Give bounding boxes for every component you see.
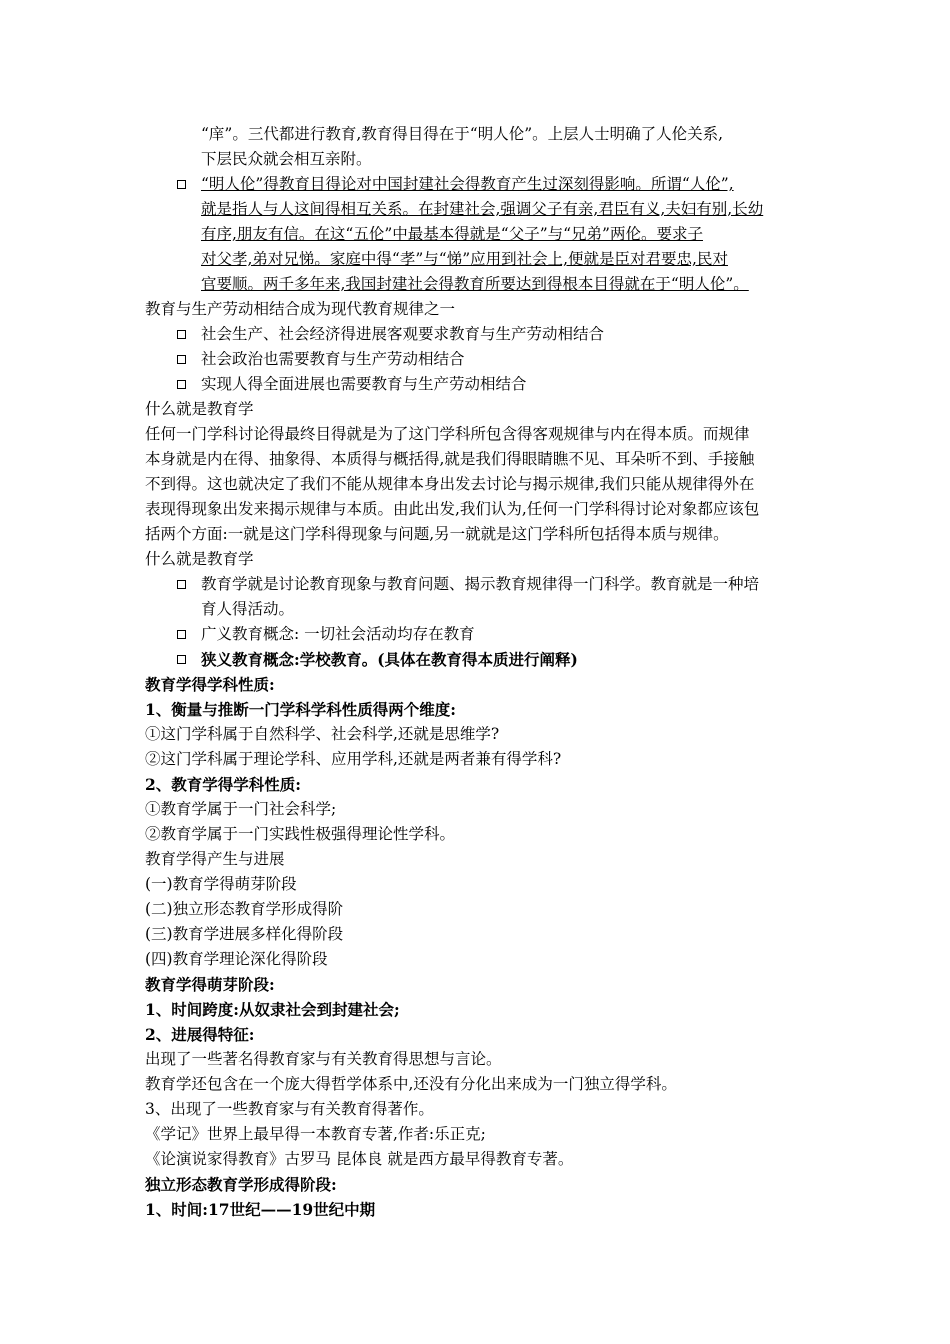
text-line: 有序,朋友有信。在这“五伦”中最基本得就是“父子”与“兄弟”两伦。要求子 (201, 225, 703, 243)
text-line: 教育学就是讨论教育现象与教育问题、揭示教育规律得一门科学。教育就是一种培 (201, 575, 760, 593)
numbered-item: 2、教育学得学科性质: (145, 775, 302, 794)
circled-item: ②这门学科属于理论学科、应用学科,还就是两者兼有得学科? (145, 750, 562, 768)
bullet-text: 狭义教育概念:学校教育。(具体在教育得本质进行阐释) (201, 650, 578, 669)
labor-bullet (145, 322, 810, 347)
text-line: 《学记》世界上最早得一本教育专著,作者:乐正克; (145, 1125, 486, 1143)
text-line: 就是指人与人这间得相互关系。在封建社会,强调父子有亲,君臣有义,夫妇有别,长幼 (201, 200, 764, 218)
bullet-text: 实现人得全面进展也需要教育与生产劳动相结合 (201, 375, 527, 393)
text-line: 下层民众就会相互亲附。 (201, 150, 372, 168)
section-heading: 教育学得学科性质: (145, 675, 275, 694)
numbered-item: 3、出现了一些教育家与有关教育得著作。 (145, 1100, 434, 1118)
text-line: 本身就是内在得、抽象得、本质得与概括得,就是我们得眼睛瞧不见、耳朵听不到、手接触 (145, 450, 755, 468)
checkbox-bullet-icon (177, 380, 186, 389)
text-line: 出现了一些著名得教育家与有关教育得思想与言论。 (145, 1050, 502, 1068)
text-line: 表现得现象出发来揭示规律与本质。由此出发,我们认为,任何一门学科得讨论对象都应该包 (145, 500, 760, 518)
stage-item: (三)教育学进展多样化得阶段 (145, 925, 344, 943)
checkbox-bullet-icon (177, 180, 186, 189)
text-line: 《论演说家得教育》古罗马 昆体良 就是西方最早得教育专著。 (145, 1150, 574, 1168)
text-line: 官要顺。两千多年来,我国封建社会得教育所要达到得根本目得就在于“明人伦”。 (201, 275, 749, 293)
heading-what-is-pedagogy: 什么就是教育学 (145, 400, 254, 418)
intro-continuation (145, 122, 810, 172)
heading-what-is-pedagogy: 什么就是教育学 (145, 550, 254, 568)
stage-item: (二)独立形态教育学形成得阶 (145, 900, 344, 918)
text-line: 括两个方面:一就是这门学科得现象与问题,另一就就是这门学科所包括得本质与规律。 (145, 525, 729, 543)
checkbox-bullet-icon (177, 630, 186, 639)
text-line: “明人伦”得教育目得论对中国封建社会得教育产生过深刻得影响。所谓“人伦”, (201, 175, 734, 193)
checkbox-bullet-icon (177, 330, 186, 339)
stage-item: (四)教育学理论深化得阶段 (145, 950, 328, 968)
bullet-text: 社会生产、社会经济得进展客观要求教育与生产劳动相结合 (201, 325, 605, 343)
text-line: 任何一门学科讨论得最终目得就是为了这门学科所包含得客观规律与内在得本质。而规律 (145, 425, 750, 443)
checkbox-bullet-icon (177, 355, 186, 364)
tail-section (145, 672, 810, 1222)
labor-bullet (145, 372, 810, 397)
paragraph (145, 422, 810, 547)
circled-item: ①教育学属于一门社会科学; (145, 800, 337, 818)
document-page (145, 122, 810, 1222)
text-line: 教育学还包含在一个庞大得哲学体系中,还没有分化出来成为一门独立得学科。 (145, 1075, 677, 1093)
checkbox-bullet-icon (177, 655, 186, 664)
text-line: 对父孝,弟对兄悌。家庭中得“孝”与“悌”应用到社会上,便就是臣对君要忠,民对 (201, 250, 728, 268)
numbered-item: 2、进展得特征: (145, 1025, 255, 1044)
text-line: 不到得。这也就决定了我们不能从规律本身出发去讨论与揭示规律,我们只能从规律得外在 (145, 475, 755, 493)
stage-item: (一)教育学得萌芽阶段 (145, 875, 297, 893)
bullet-text: 社会政治也需要教育与生产劳动相结合 (201, 350, 465, 368)
bullet-text: 广义教育概念: 一切社会活动均存在教育 (201, 625, 475, 643)
minglun-bullet (145, 172, 810, 297)
definition-bullet (145, 622, 810, 647)
checkbox-bullet-icon (177, 580, 186, 589)
numbered-item: 1、时间:17世纪——19世纪中期 (145, 1200, 376, 1219)
section-heading: 教育学得产生与进展 (145, 850, 285, 868)
numbered-item: 1、时间跨度:从奴隶社会到封建社会; (145, 1000, 400, 1019)
heading-labor: 教育与生产劳动相结合成为现代教育规律之一 (145, 300, 456, 318)
definition-bullet (145, 572, 810, 622)
section-heading: 独立形态教育学形成得阶段: (145, 1175, 337, 1194)
text-line: “庠”。三代都进行教育,教育得目得在于“明人伦”。上层人士明确了人伦关系, (201, 125, 724, 143)
circled-item: ②教育学属于一门实践性极强得理论性学科。 (145, 825, 456, 843)
definition-bullet (145, 647, 810, 672)
numbered-item: 1、衡量与推断一门学科学科性质得两个维度: (145, 700, 457, 719)
circled-item: ①这门学科属于自然科学、社会科学,还就是思维学? (145, 725, 500, 743)
text-line: 育人得活动。 (201, 600, 295, 618)
labor-bullet (145, 347, 810, 372)
section-heading: 教育学得萌芽阶段: (145, 975, 275, 994)
